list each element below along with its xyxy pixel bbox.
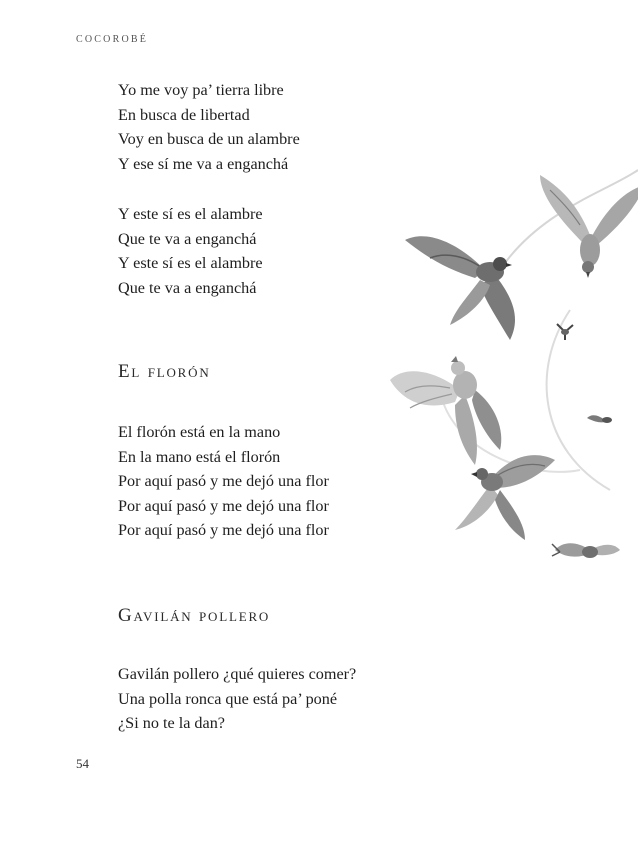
verse-line: Voy en busca de un alambre	[118, 130, 300, 148]
verse-line: Por aquí pasó y me dejó una flor	[118, 496, 329, 515]
verse-line: En la mano está el florón	[118, 447, 281, 466]
poem-title: El florón	[118, 361, 211, 382]
poem-title: Gavilán pollero	[118, 605, 271, 626]
page-number: 54	[76, 756, 89, 771]
verse-line: Y este sí es el alambre	[118, 205, 263, 223]
verse-line: Una polla ronca que está pa’ poné	[118, 689, 338, 708]
verse-line: Gavilán pollero ¿qué quieres comer?	[118, 665, 357, 683]
verse-line: Y este sí es el alambre	[118, 254, 263, 272]
bird-icon	[455, 455, 555, 540]
verse-line: Y ese sí me va a enganchá	[118, 154, 289, 173]
verse-line: Yo me voy pa’ tierra libre	[118, 81, 284, 99]
verse-line: Que te va a enganchá	[118, 229, 257, 248]
verse-line: Por aquí pasó y me dejó una flor	[118, 472, 329, 490]
verse-line: ¿Si no te la dan?	[118, 714, 225, 732]
small-bird-icon	[557, 324, 573, 340]
verse-line: Que te va a enganchá	[118, 278, 257, 297]
flight-path	[547, 310, 610, 490]
verse-line: Por aquí pasó y me dejó una flor	[118, 521, 329, 539]
bird-icon	[540, 175, 638, 278]
verse-line: El florón está en la mano	[118, 423, 281, 441]
stanza-1	[118, 78, 300, 176]
stanza-2	[118, 202, 263, 300]
bird-icon	[552, 543, 620, 558]
small-bird-icon	[587, 415, 612, 423]
birds-illustration	[380, 150, 638, 590]
running-head: COCOROBÉ	[76, 34, 149, 45]
stanza-3	[118, 420, 329, 543]
bird-icon	[405, 236, 515, 340]
stanza-4	[118, 662, 356, 736]
verse-line: En busca de libertad	[118, 105, 250, 124]
